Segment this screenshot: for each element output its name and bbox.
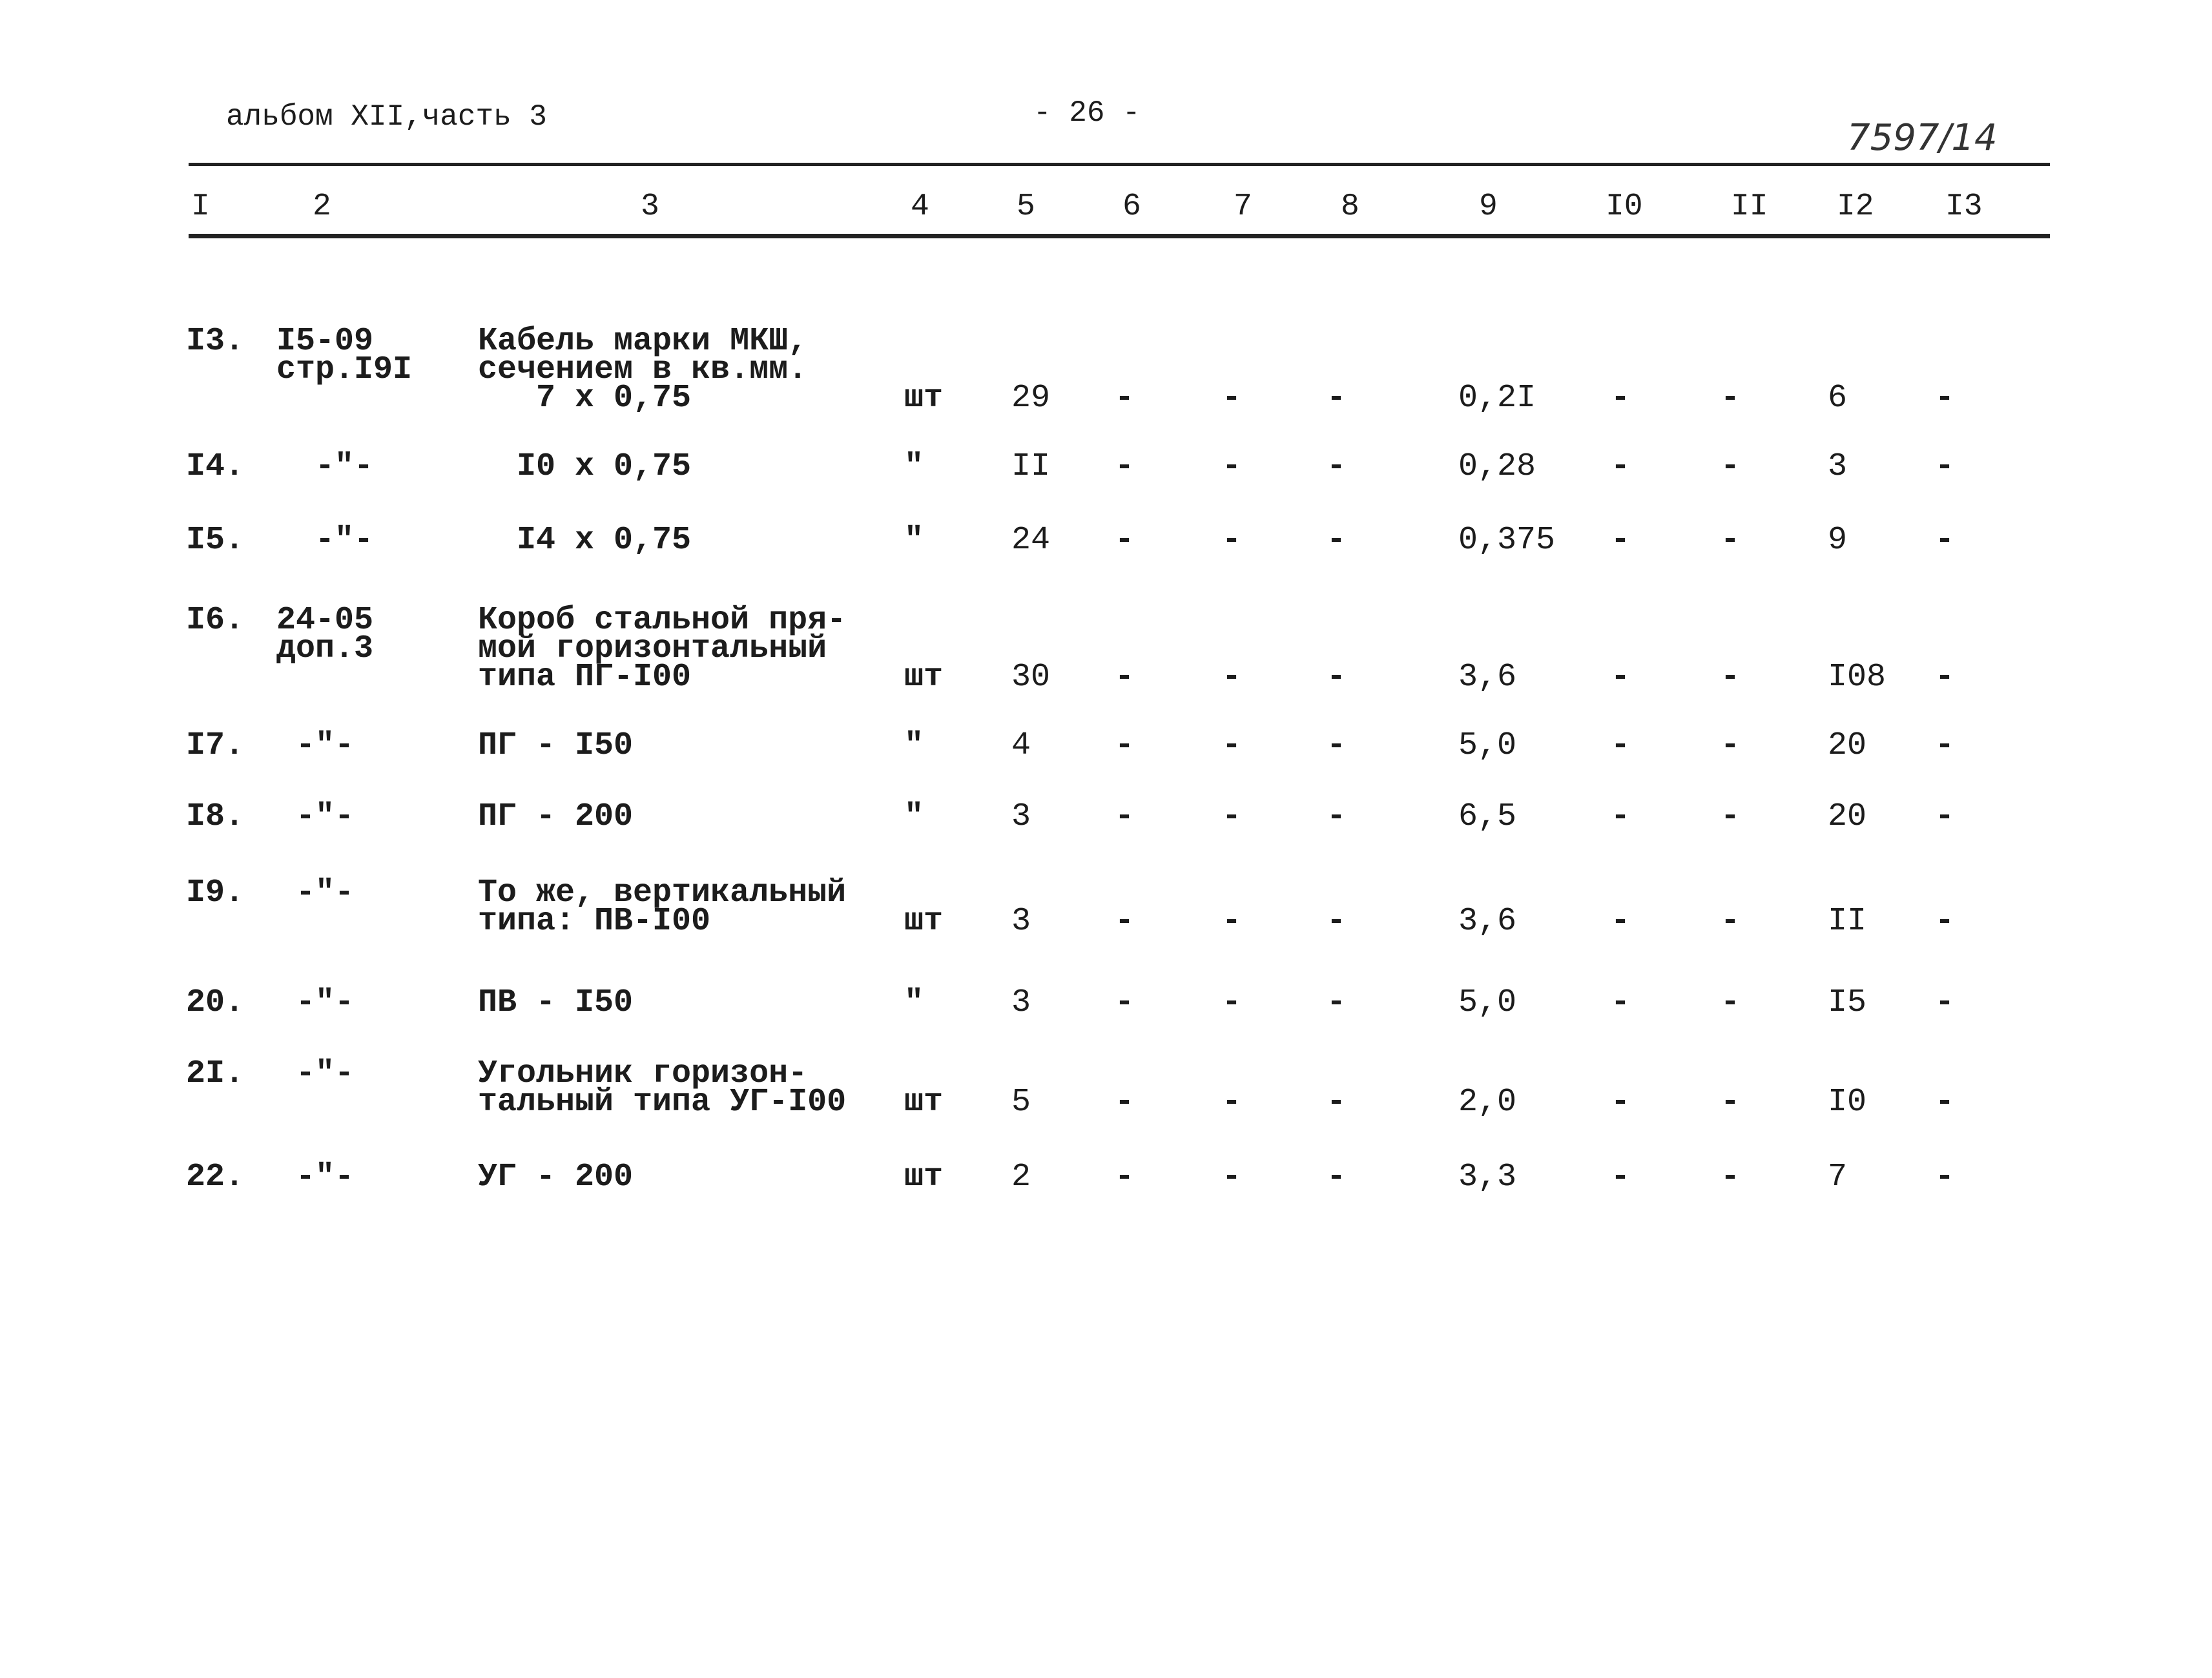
column-number: 4 [911,189,929,224]
cell-c7: - [1222,380,1242,417]
reference: -"- [276,1055,355,1092]
cell-c13: - [1935,903,1955,940]
cell-c11: - [1721,903,1741,940]
reference: -"- [276,798,355,835]
item-name: То же, вертикальный [478,875,847,911]
cell-c8: - [1327,798,1347,835]
cell-c6: - [1115,903,1135,940]
row-number: 2I. [186,1055,245,1092]
cell-c7: - [1222,903,1242,940]
cell-c11: - [1721,1084,1741,1121]
reference: -"- [276,875,355,911]
cell-c8: - [1327,380,1347,417]
cell-c5: 30 [1011,659,1051,696]
cell-c12: I08 [1828,659,1886,696]
item-name: Кабель марки МКШ, [478,323,808,360]
column-number: 5 [1017,189,1035,224]
cell-c13: - [1935,984,1955,1021]
reference: -"- [276,1159,355,1196]
cell-c11: - [1721,798,1741,835]
item-name: мой горизонтальный [478,630,827,667]
cell-c9: 0,375 [1458,522,1556,559]
cell-c10: - [1611,903,1631,940]
cell-unit: " [904,727,924,764]
column-number: I3 [1945,189,1983,224]
cell-c8: - [1327,1084,1347,1121]
item-name: ПВ - I50 [478,984,634,1021]
cell-c11: - [1721,659,1741,696]
column-number: 6 [1122,189,1141,224]
cell-c13: - [1935,659,1955,696]
cell-c11: - [1721,522,1741,559]
cell-c11: - [1721,727,1741,764]
cell-c9: 0,28 [1458,448,1536,485]
cell-c5: 3 [1011,984,1031,1021]
item-name: Короб стальной пря- [478,602,847,639]
cell-c7: - [1222,798,1242,835]
reference: стр.I9I [276,351,413,388]
cell-c9: 6,5 [1458,798,1517,835]
column-number: I [191,189,210,224]
row-number: I7. [186,727,245,764]
reference: 24-05 [276,602,374,639]
cell-c8: - [1327,1159,1347,1196]
cell-c12: 7 [1828,1159,1848,1196]
cell-unit: шт [904,380,944,417]
cell-unit: шт [904,1084,944,1121]
cell-c5: II [1011,448,1051,485]
cell-c10: - [1611,798,1631,835]
column-number: 7 [1234,189,1252,224]
cell-c13: - [1935,380,1955,417]
item-name: ПГ - 200 [478,798,634,835]
column-number: 3 [641,189,659,224]
item-name: сечением в кв.мм. [478,351,808,388]
cell-c9: 0,2I [1458,380,1536,417]
item-name: Угольник горизон- [478,1055,808,1092]
cell-unit: " [904,448,924,485]
cell-c12: 6 [1828,380,1848,417]
cell-c10: - [1611,659,1631,696]
cell-c6: - [1115,798,1135,835]
row-number: I6. [186,602,245,639]
item-name: типа: ПВ-I00 [478,903,711,940]
cell-c9: 5,0 [1458,727,1517,764]
cell-c7: - [1222,448,1242,485]
cell-c8: - [1327,984,1347,1021]
cell-c12: II [1828,903,1867,940]
cell-c9: 3,3 [1458,1159,1517,1196]
cell-c6: - [1115,1159,1135,1196]
cell-c12: I0 [1828,1084,1867,1121]
row-number: I9. [186,875,245,911]
cell-c10: - [1611,380,1631,417]
cell-c13: - [1935,448,1955,485]
item-name: УГ - 200 [478,1159,634,1196]
cell-c6: - [1115,727,1135,764]
cell-c7: - [1222,984,1242,1021]
cell-unit: шт [904,1159,944,1196]
reference: -"- [276,448,374,485]
cell-c7: - [1222,522,1242,559]
row-number: I5. [186,522,245,559]
reference: -"- [276,522,374,559]
cell-c12: 3 [1828,448,1848,485]
item-name: I4 х 0,75 [478,522,692,559]
cell-c11: - [1721,448,1741,485]
cell-c8: - [1327,727,1347,764]
cell-c10: - [1611,984,1631,1021]
cell-unit: шт [904,659,944,696]
cell-c13: - [1935,1084,1955,1121]
row-number: 20. [186,984,245,1021]
item-name: тальный типа УГ-I00 [478,1084,847,1121]
cell-c10: - [1611,448,1631,485]
cell-c6: - [1115,448,1135,485]
cell-c12: 20 [1828,798,1867,835]
cell-c5: 4 [1011,727,1031,764]
column-number: II [1731,189,1768,224]
cell-c13: - [1935,522,1955,559]
cell-c7: - [1222,659,1242,696]
cell-c12: 9 [1828,522,1848,559]
cell-c13: - [1935,798,1955,835]
item-name: ПГ - I50 [478,727,634,764]
cell-c8: - [1327,903,1347,940]
reference: -"- [276,727,355,764]
cell-c6: - [1115,984,1135,1021]
reference: -"- [276,984,355,1021]
cell-c9: 3,6 [1458,903,1517,940]
cell-c10: - [1611,727,1631,764]
row-number: 22. [186,1159,245,1196]
row-number: I3. [186,323,245,360]
cell-c11: - [1721,380,1741,417]
column-number: I0 [1606,189,1643,224]
item-name: 7 х 0,75 [478,380,692,417]
cell-c5: 29 [1011,380,1051,417]
reference: доп.3 [276,630,374,667]
cell-c6: - [1115,522,1135,559]
cell-c6: - [1115,659,1135,696]
column-number: I2 [1837,189,1874,224]
cell-c5: 3 [1011,798,1031,835]
column-number: 2 [313,189,331,224]
cell-c11: - [1721,984,1741,1021]
cell-c10: - [1611,1159,1631,1196]
cell-c12: 20 [1828,727,1867,764]
cell-unit: " [904,984,924,1021]
cell-c5: 5 [1011,1084,1031,1121]
cell-c5: 24 [1011,522,1051,559]
cell-c11: - [1721,1159,1741,1196]
cell-c7: - [1222,1159,1242,1196]
reference: I5-09 [276,323,374,360]
cell-unit: шт [904,903,944,940]
column-number: 8 [1341,189,1359,224]
cell-c6: - [1115,380,1135,417]
cell-unit: " [904,798,924,835]
cell-c5: 3 [1011,903,1031,940]
cell-c12: I5 [1828,984,1867,1021]
document-number: 7597/14 [1847,117,1998,159]
item-name: I0 х 0,75 [478,448,692,485]
cell-c10: - [1611,522,1631,559]
cell-c10: - [1611,1084,1631,1121]
row-number: I4. [186,448,245,485]
cell-c8: - [1327,659,1347,696]
cell-c7: - [1222,727,1242,764]
album-title: альбом XII,часть 3 [226,100,547,134]
row-number: I8. [186,798,245,835]
cell-c8: - [1327,522,1347,559]
cell-c13: - [1935,727,1955,764]
cell-c7: - [1222,1084,1242,1121]
cell-c6: - [1115,1084,1135,1121]
cell-c9: 3,6 [1458,659,1517,696]
item-name: типа ПГ-I00 [478,659,692,696]
page-number: - 26 - [1033,96,1141,130]
cell-c8: - [1327,448,1347,485]
cell-c9: 5,0 [1458,984,1517,1021]
cell-c9: 2,0 [1458,1084,1517,1121]
cell-c13: - [1935,1159,1955,1196]
column-number: 9 [1479,189,1498,224]
cell-unit: " [904,522,924,559]
cell-c5: 2 [1011,1159,1031,1196]
